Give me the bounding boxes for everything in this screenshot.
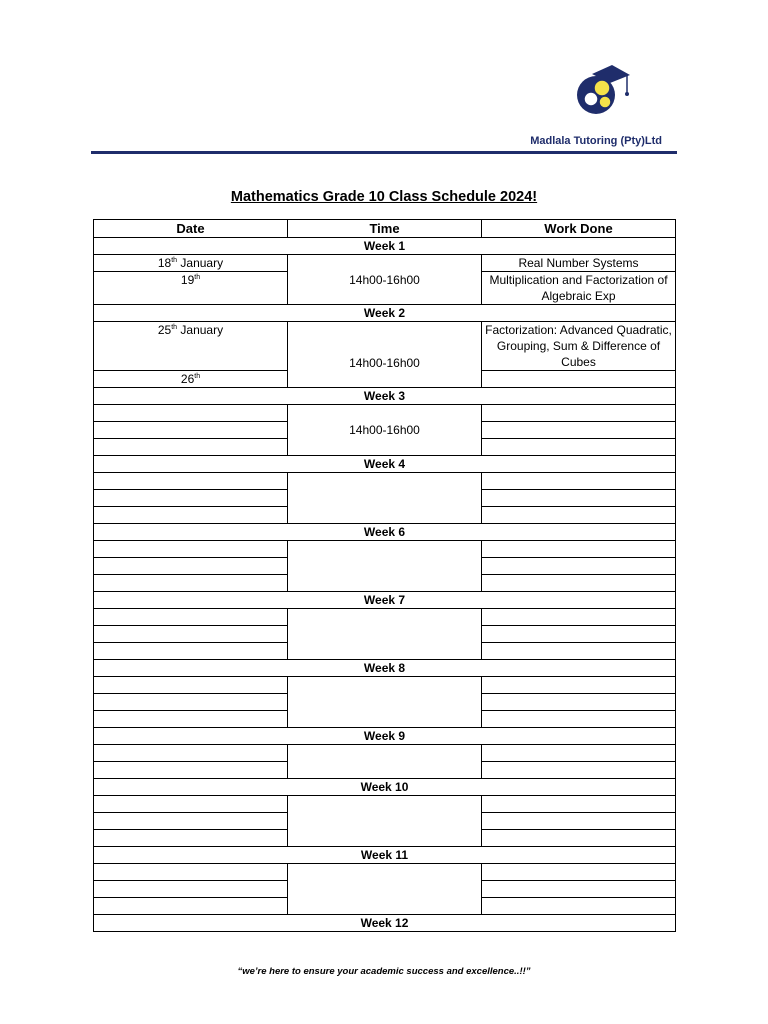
table-row <box>94 677 676 694</box>
date-cell <box>94 694 288 711</box>
table-row <box>94 255 676 272</box>
date-cell: 18th January <box>94 255 288 272</box>
work-done-cell <box>482 881 676 898</box>
week-label: Week 7 <box>94 592 676 609</box>
table-row <box>94 796 676 813</box>
column-header-date: Date <box>94 220 288 238</box>
date-cell <box>94 898 288 915</box>
week-label: Week 11 <box>94 847 676 864</box>
week-row <box>94 524 676 541</box>
table-row <box>94 322 676 371</box>
time-cell: 14h00-16h00 <box>288 405 482 456</box>
time-cell <box>288 541 482 592</box>
date-cell <box>94 677 288 694</box>
date-cell <box>94 473 288 490</box>
table-row <box>94 473 676 490</box>
time-cell <box>288 677 482 728</box>
week-row <box>94 728 676 745</box>
week-row <box>94 660 676 677</box>
week-row <box>94 388 676 405</box>
date-cell <box>94 626 288 643</box>
time-cell <box>288 796 482 847</box>
page-title: Mathematics Grade 10 Class Schedule 2024! <box>230 189 538 205</box>
week-label: Week 8 <box>94 660 676 677</box>
header-rule <box>91 151 677 154</box>
work-done-cell <box>482 626 676 643</box>
work-done-cell <box>482 643 676 660</box>
date-cell <box>94 558 288 575</box>
class-schedule-table <box>93 219 676 932</box>
work-done-cell <box>482 575 676 592</box>
week-row <box>94 305 676 322</box>
date-cell <box>94 711 288 728</box>
work-done-cell <box>482 558 676 575</box>
week-label: Week 9 <box>94 728 676 745</box>
table-row <box>94 609 676 626</box>
work-done-cell <box>482 677 676 694</box>
date-cell <box>94 422 288 439</box>
time-cell <box>288 864 482 915</box>
time-cell: 14h00-16h00 <box>288 322 482 388</box>
date-cell: 25th January <box>94 322 288 371</box>
date-cell <box>94 796 288 813</box>
date-cell <box>94 881 288 898</box>
footer-tagline: “we’re here to ensure your academic success and excellence..!!” <box>237 966 531 977</box>
date-cell <box>94 507 288 524</box>
company-logo <box>572 62 634 116</box>
work-done-cell <box>482 762 676 779</box>
date-cell <box>94 643 288 660</box>
date-cell <box>94 439 288 456</box>
date-cell: 26th <box>94 371 288 388</box>
work-done-cell: Multiplication and Factorization of Algebraic Exp <box>482 272 676 305</box>
week-label: Week 12 <box>94 915 676 932</box>
week-label: Week 4 <box>94 456 676 473</box>
work-done-cell <box>482 813 676 830</box>
work-done-cell <box>482 371 676 388</box>
table-row <box>94 745 676 762</box>
week-label: Week 6 <box>94 524 676 541</box>
work-done-cell <box>482 711 676 728</box>
work-done-cell <box>482 422 676 439</box>
work-done-cell <box>482 541 676 558</box>
time-cell: 14h00-16h00 <box>288 255 482 305</box>
table-row <box>94 405 676 422</box>
week-row <box>94 592 676 609</box>
table-row <box>94 541 676 558</box>
work-done-cell <box>482 439 676 456</box>
time-cell <box>288 473 482 524</box>
date-cell <box>94 541 288 558</box>
week-row <box>94 779 676 796</box>
work-done-cell: Real Number Systems <box>482 255 676 272</box>
date-cell <box>94 609 288 626</box>
week-row <box>94 238 676 255</box>
date-cell <box>94 575 288 592</box>
date-cell <box>94 762 288 779</box>
header-row <box>94 220 676 238</box>
week-row <box>94 456 676 473</box>
date-cell <box>94 405 288 422</box>
company-name: Madlala Tutoring (Pty)Ltd <box>530 135 662 147</box>
work-done-cell <box>482 694 676 711</box>
work-done-cell: Factorization: Advanced Quadratic, Grouping, Sum & Difference of Cubes <box>482 322 676 371</box>
date-cell <box>94 830 288 847</box>
date-cell <box>94 813 288 830</box>
work-done-cell <box>482 473 676 490</box>
work-done-cell <box>482 609 676 626</box>
date-cell: 19th <box>94 272 288 305</box>
work-done-cell <box>482 490 676 507</box>
column-header-work-done: Work Done <box>482 220 676 238</box>
date-cell <box>94 745 288 762</box>
week-label: Week 3 <box>94 388 676 405</box>
work-done-cell <box>482 830 676 847</box>
work-done-cell <box>482 507 676 524</box>
time-cell <box>288 609 482 660</box>
week-label: Week 10 <box>94 779 676 796</box>
date-cell <box>94 490 288 507</box>
time-cell <box>288 745 482 779</box>
week-label: Week 2 <box>94 305 676 322</box>
work-done-cell <box>482 745 676 762</box>
work-done-cell <box>482 405 676 422</box>
week-row <box>94 915 676 932</box>
work-done-cell <box>482 796 676 813</box>
table-row <box>94 864 676 881</box>
work-done-cell <box>482 898 676 915</box>
week-label: Week 1 <box>94 238 676 255</box>
date-cell <box>94 864 288 881</box>
week-row <box>94 847 676 864</box>
column-header-time: Time <box>288 220 482 238</box>
work-done-cell <box>482 864 676 881</box>
